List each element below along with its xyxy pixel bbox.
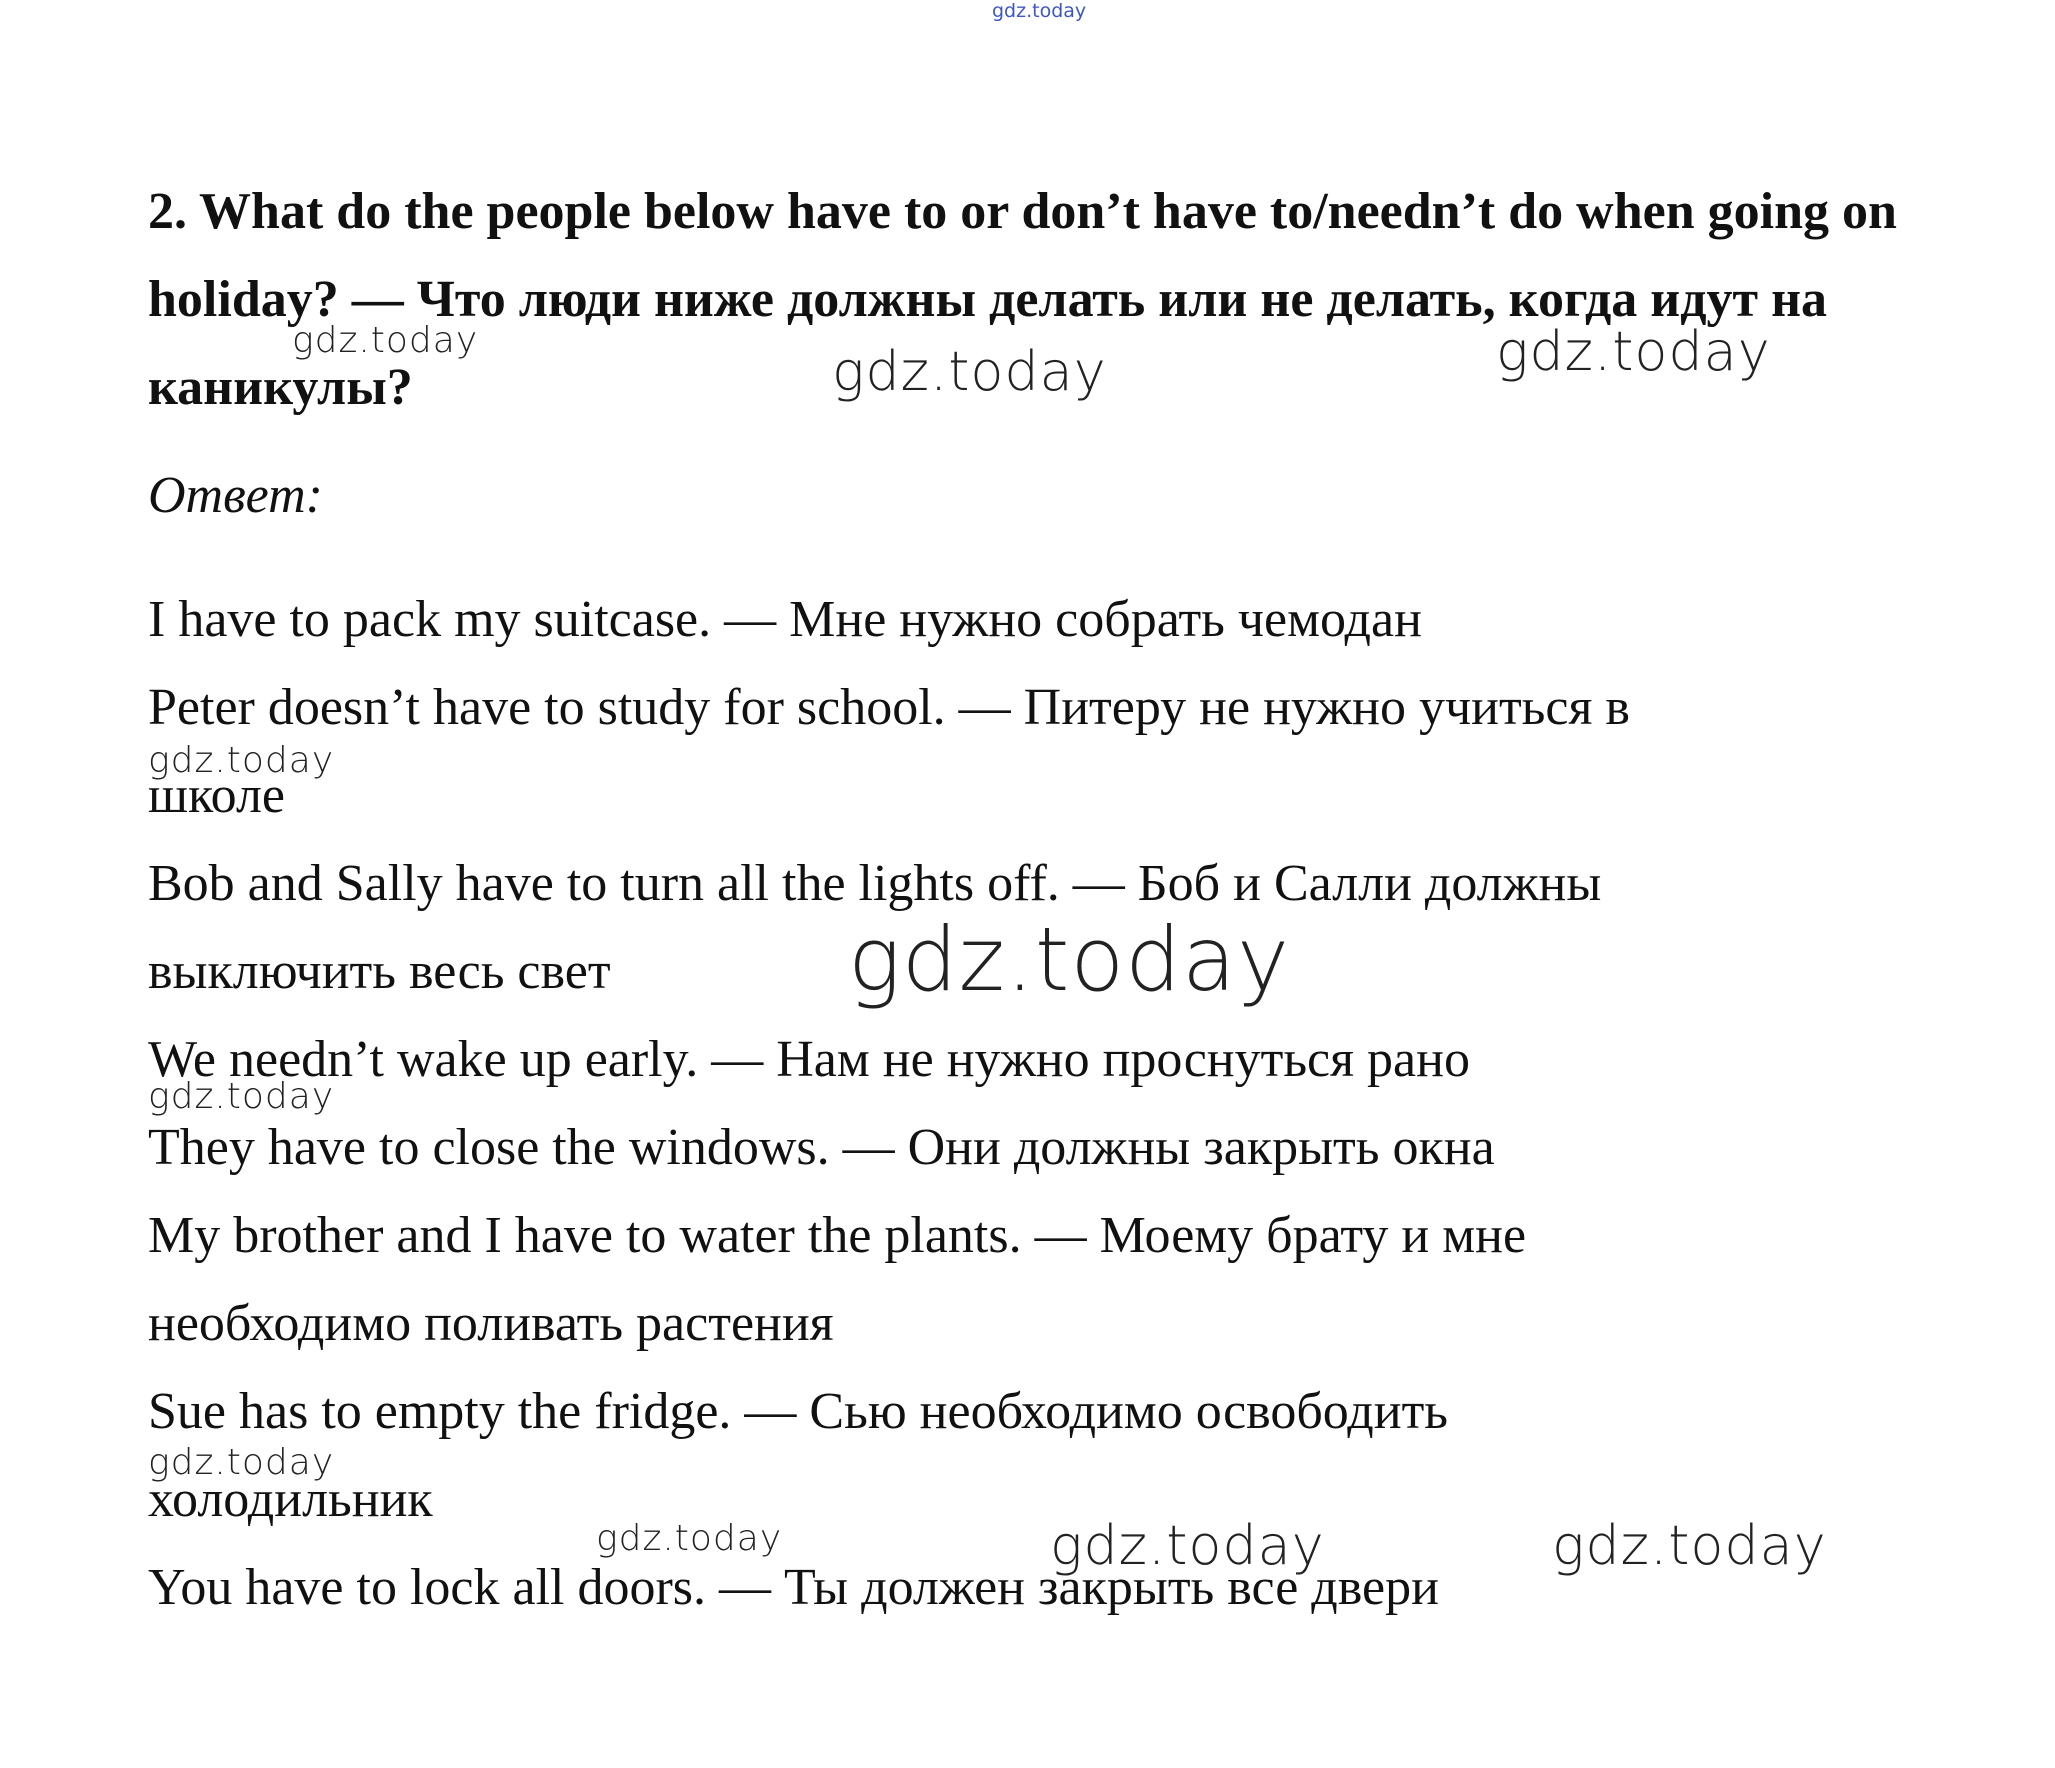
answer-line: Bob and Sally have to turn all the lights off. — Боб и Салли должны	[148, 855, 1602, 912]
answer-label: Ответ:	[148, 467, 323, 524]
watermark: gdz.today	[848, 908, 1291, 1011]
watermark: gdz.today	[596, 1518, 783, 1559]
question-text: 2. What do the people below have to or don’t have to/needn’t do when going on holiday? — Что люди ниже должны делать или не делать, когда идут на каникулы?	[148, 183, 1897, 416]
answer-line: You have to lock all doors. — Ты должен закрыть все двери	[148, 1559, 1439, 1616]
answer-line: холодильник	[148, 1471, 433, 1528]
watermark: gdz.today	[1552, 1514, 1827, 1577]
answer-line: I have to pack my suitcase. — Мне нужно собрать чемодан	[148, 591, 1422, 648]
answer-line: необходимо поливать растения	[148, 1295, 834, 1352]
answer-line: We needn’t wake up early. — Нам не нужно проснуться рано	[148, 1031, 1470, 1088]
answer-line: выключить весь свет	[148, 943, 611, 1000]
answer-line: Peter doesn’t have to study for school. — Питеру не нужно учиться в	[148, 679, 1630, 736]
site-watermark-top: gdz.today	[992, 0, 1087, 22]
watermark: gdz.today	[1496, 320, 1771, 383]
answer-line: школе	[148, 767, 286, 824]
watermark: gdz.today	[1050, 1514, 1325, 1577]
watermark: gdz.today	[292, 320, 479, 361]
watermark: gdz.today	[148, 1442, 335, 1483]
answer-line: Sue has to empty the fridge. — Сью необходимо освободить	[148, 1383, 1449, 1440]
answer-line: My brother and I have to water the plants. — Моему брату и мне	[148, 1207, 1527, 1264]
watermark: gdz.today	[832, 340, 1107, 403]
watermark: gdz.today	[148, 740, 335, 781]
answer-line: They have to close the windows. — Они должны закрыть окна	[148, 1119, 1495, 1176]
watermark: gdz.today	[148, 1076, 335, 1117]
